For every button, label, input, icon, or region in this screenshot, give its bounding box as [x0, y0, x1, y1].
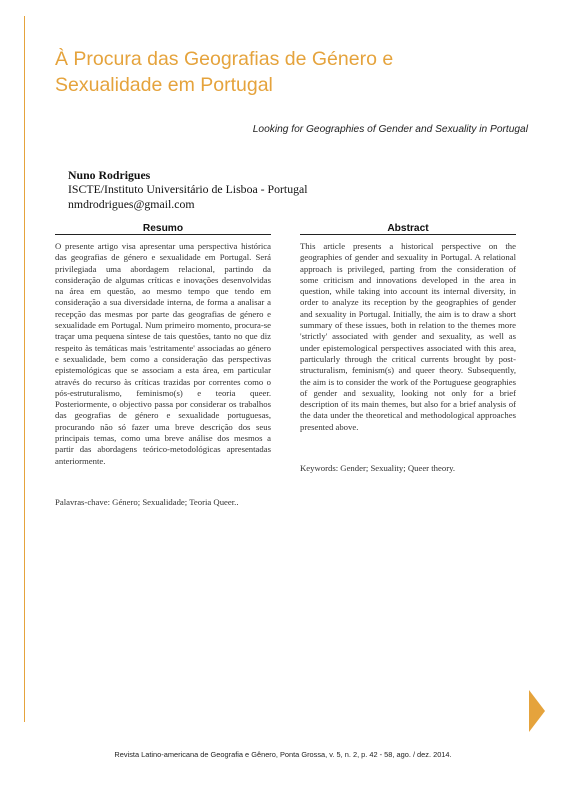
- resumo-rule: [55, 234, 271, 235]
- author-affiliation: ISCTE/Instituto Universitário de Lisboa - Portugal: [68, 182, 308, 197]
- resumo-heading: Resumo: [142, 223, 184, 234]
- author-block: [68, 168, 308, 211]
- abstract-text: This article presents a historical perspective on the geographies of gender and sexuality in Portugal. A relational approach is privileged, parting from the consideration of some criticism and innovations developed in the area in question, while taking into account its internal diversity, in order to analyze its reception by the geographies of gender and sexuality in Portugal. Initially, the aim is to draw a short summary of these issues, both in relation to the themes more 'strictly' associated with gender and sexuality, as well as under epistemological perspectives associated with this area, particularly through the critical currents brought by post-structuralism, feminism(s) and queer theory. Subsequently, the aim is to consider the work of the Portuguese geographies of gender and sexuality, looking not only for a brief description of its main themes, but also for a brief analysis of the data under the theoretical and methodological approaches presented above.: [300, 241, 516, 432]
- resumo-keywords: Palavras-chave: Género; Sexualidade; Teoria Queer..: [55, 497, 239, 507]
- resumo-text: O presente artigo visa apresentar uma perspectiva histórica das geografias de género e sexualidade em Portugal. Será privilegiada uma abordagem relacional, partindo da consideração de algumas críticas e inovações desenvolvidas na área em questão, ao mesmo tempo que tendo em consideração a sua diversidade interna, de forma a analisar a recepção das mesmas por parte das geografias de género e sexualidade em Portugal. Num primeiro momento, procura-se traçar uma pequena síntese de tais questões, tanto no que diz respeito às temáticas mais 'estritamente' associadas ao género e sexualidade, bem como a consideração das perspectivas epistemológicas que se associam a esta área, em particular através do recurso às críticas trazidas por correntes como o pós-estruturalismo, feminismo(s) e teoria queer. Posteriormente, o objectivo passa por considerar os trabalhos das geografias de género e sexualidade portuguesas, procurando não só fazer uma breve descrição dos seus principais temas, como uma breve análise dos mesmos a partir das abordagens teórico-metodológicas apresentadas anteriormente.: [55, 241, 271, 466]
- abstract-keywords: Keywords: Gender; Sexuality; Queer theory.: [300, 463, 456, 473]
- article-title: À Procura das Geografias de Género e Sexualidade em Portugal: [55, 48, 394, 96]
- abstract-heading: Abstract: [387, 223, 429, 234]
- abstract-rule: [300, 234, 516, 235]
- author-name: Nuno Rodrigues: [68, 168, 151, 182]
- author-email: nmdrodrigues@gmail.com: [68, 196, 195, 211]
- margin-line: [24, 16, 25, 722]
- arrow-right-icon[interactable]: [529, 690, 545, 732]
- article-subtitle: Looking for Geographies of Gender and Sexuality in Portugal: [252, 124, 528, 135]
- journal-citation: Revista Latino-americana de Geografia e Gênero, Ponta Grossa, v. 5, n. 2, p. 42 - 58, ago. / dez. 2014.: [114, 750, 452, 759]
